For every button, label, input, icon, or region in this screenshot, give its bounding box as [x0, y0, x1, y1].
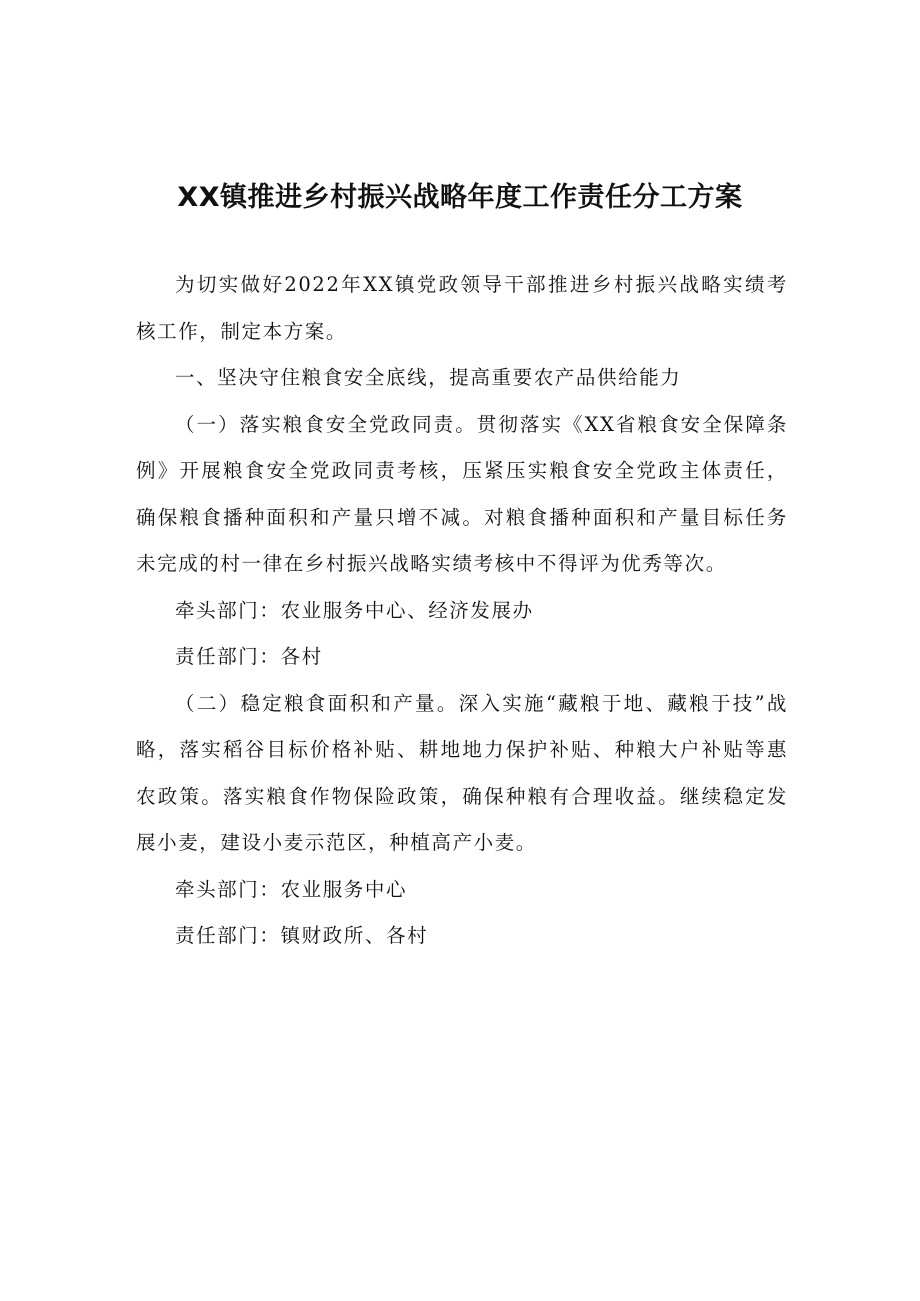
section-heading: 一、坚决守住粮食安全底线，提高重要农产品供给能力 — [175, 366, 682, 389]
item-paragraph: （二）稳定粮食面积和产量。深入实施“藏粮于地、藏粮于技”战略，落实稻谷目标价格补贴、耕地地力保护补贴、种粮大户补贴等惠农政策。落实粮食作物保险政策，确保种粮有合理收益。继续稳定发展小麦，建设小麦示范区，种植高产小麦。 — [136, 691, 788, 854]
lead-department: 牵头部门：农业服务中心、经济发展办 — [175, 598, 534, 622]
responsible-department: 责任部门：各村 — [175, 645, 323, 668]
item-paragraph: （一）落实粮食安全党政同责。贯彻落实《XX省粮食安全保障条例》开展粮食安全党政同责考核，压紧压实粮食安全党政主体责任，确保粮食播种面积和产量只增不减。对粮食播种面积和产量目标任务未完成的村一律在乡村振兴战略实绩考核中不得评为优秀等次。 — [136, 412, 788, 575]
intro-paragraph: 为切实做好2022年XX镇党政领导干部推进乡村振兴战略实绩考核工作，制定本方案。 — [136, 273, 788, 343]
lead-department: 牵头部门：农业服务中心 — [175, 877, 408, 901]
responsible-department: 责任部门：镇财政所、各村 — [175, 924, 429, 947]
document-title: XX镇推进乡村振兴战略年度工作责任分工方案 — [177, 182, 743, 213]
document-body — [136, 262, 788, 960]
